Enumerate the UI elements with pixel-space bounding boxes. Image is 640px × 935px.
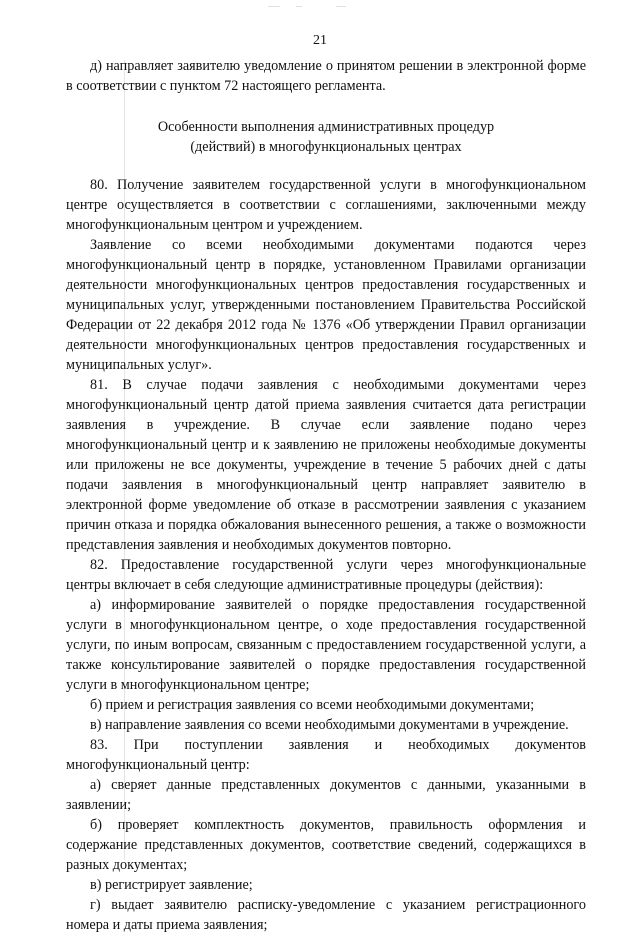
paragraph-83-b: б) проверяет комплектность документов, правильность оформления и содержание представленных документов, соответствие сведений, содержащихся в разных документах; [66, 817, 586, 873]
paragraph-80-application: Заявление со всеми необходимыми документами подаются через многофункциональный центр в порядке, установленном Правилами организации деятельности многофункциональных центров предоставления государственных и муниципальных услуг, утвержденными постановлением Правительства Российской Федерации от 22 декабря 2012 года № 1376 «Об утверждении Правил организации деятельности многофункциональных центров предоставления государственных и муниципальных услуг». [66, 237, 586, 373]
paragraph-d: д) направляет заявителю уведомление о принятом решении в электронной форме в соответствии с пунктом 72 настоящего регламента. [66, 58, 586, 94]
paragraph-83-g: г) выдает заявителю расписку-уведомление с указанием регистрационного номера и даты приема заявления; [66, 897, 586, 933]
paragraph-82-v: в) направление заявления со всеми необходимыми документами в учреждение. [90, 717, 569, 733]
paragraph-82-b: б) прием и регистрация заявления со всеми необходимыми документами; [90, 697, 535, 713]
paragraph-83-a: а) сверяет данные представленных документов с данными, указанными в заявлении; [66, 777, 586, 813]
page-number: 21 [313, 33, 327, 48]
scan-artifact [268, 6, 280, 7]
document-body [66, 56, 586, 935]
paragraph-82: 82. Предоставление государственной услуги через многофункциональные центры включает в себя следующие административные процедуры (действия): [66, 557, 586, 593]
scan-artifact [296, 6, 302, 7]
paragraph-80: 80. Получение заявителем государственной услуги в многофункциональном центре осуществляется в соответствии с соглашениями, заключенными между многофункциональным центром и учреждением. [66, 177, 586, 233]
paragraph-82-a: а) информирование заявителей о порядке предоставления государственной услуги в многофункциональном центре, о ходе предоставления государственной услуги, по иным вопросам, связанным с предоставлением государственной услуги, а также консультирование заявителей о порядке предоставления государственной услуги в многофункциональном центре; [66, 597, 586, 693]
section-heading-line-1: Особенности выполнения административных процедур [157, 119, 495, 135]
paragraph-83: 83. При поступлении заявления и необходимых документов многофункциональный центр: [66, 737, 586, 773]
scan-artifact [336, 6, 346, 7]
paragraph-83-v: в) регистрирует заявление; [90, 877, 253, 893]
section-heading-line-2: (действий) в многофункциональных центрах [190, 139, 462, 155]
paragraph-81: 81. В случае подачи заявления с необходимыми документами через многофункциональный центр датой приема заявления считается дата регистрации заявления в учреждение. В случае если заявление подано через многофункциональный центр и к заявлению не приложены необходимые документы или приложены не все документы, учреждение в течение 5 рабочих дней с даты подачи заявления в многофункциональный центр направляет заявителю в электронной форме уведомление об отказе в рассмотрении заявления с указанием причин отказа и порядка обжалования вынесенного решения, а также о возможности представления заявления и необходимых документов повторно. [66, 377, 586, 553]
